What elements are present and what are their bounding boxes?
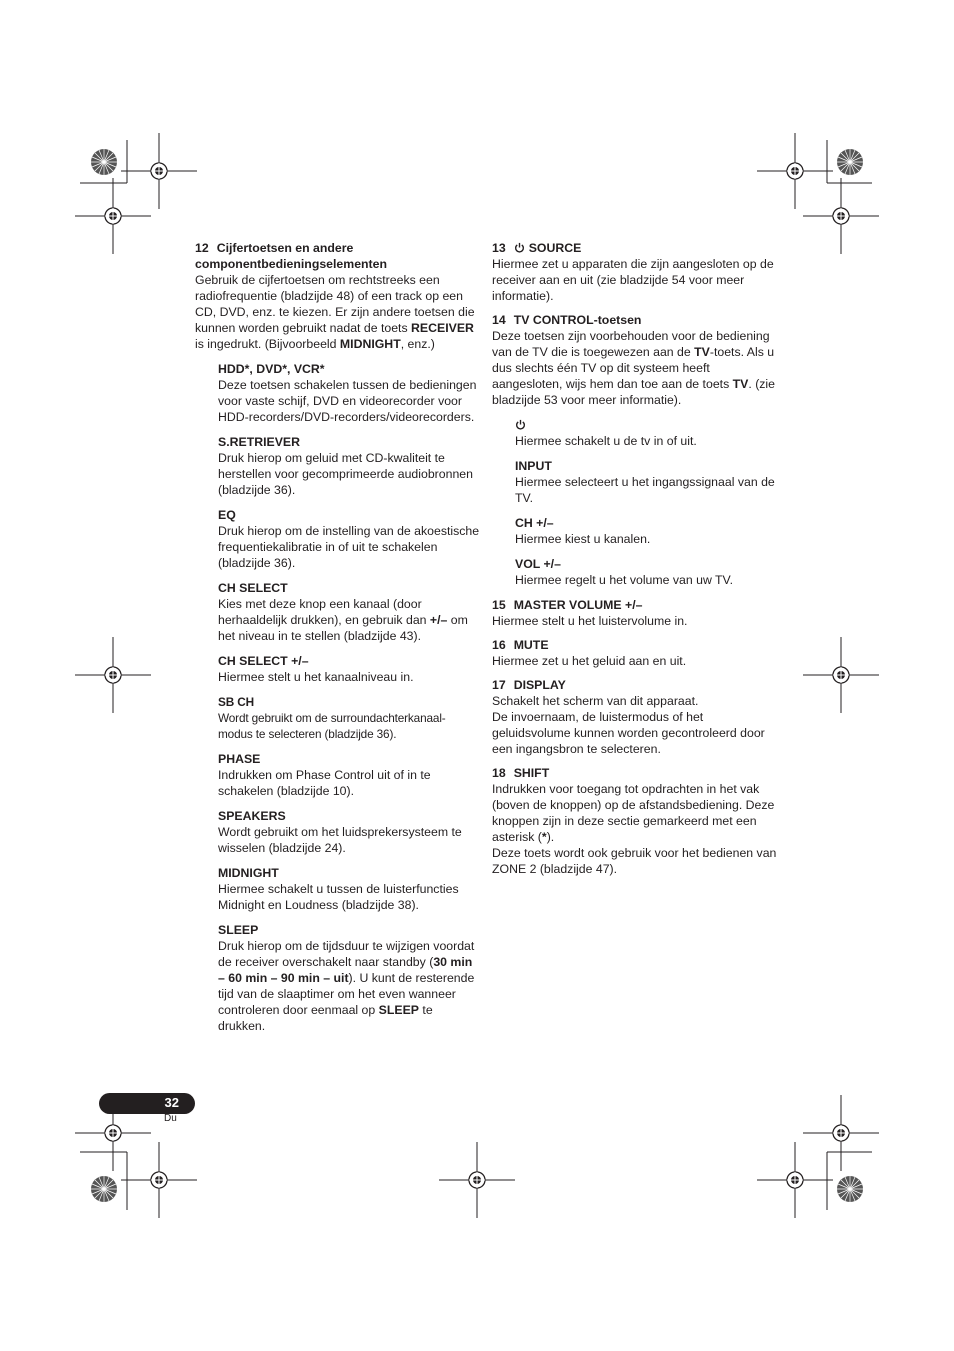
text: ). U kunt de resterende tijd van de slaaptimer om het even wanneer controleren door eenmaal op <box>218 971 475 1017</box>
sub-text: Deze toetsen schakelen tussen de bedieningen voor vaste schijf, DVD en videorecorder voor HDD-recorders/DVD-recorders/videorecorders. <box>218 378 477 424</box>
left-column <box>195 240 480 1034</box>
sub-text: Hiermee schakelt u de tv in of uit. <box>515 434 697 448</box>
section-text: Schakelt het scherm van dit apparaat. <box>492 694 699 708</box>
section-13 <box>492 240 777 304</box>
sub-speakers <box>218 808 480 856</box>
section-14 <box>492 312 777 408</box>
sub-text: Wordt gebruikt om het luidsprekersysteem te wisselen (bladzijde 24). <box>218 825 462 855</box>
text: Gebruik de cijfertoetsen om rechtstreeks een radiofrequentie (bladzijde 48) of een track op een CD, DVD, enz. te kiezen. Er zijn andere toetsen die kunnen worden gebruikt nadat de toets <box>195 273 475 335</box>
section-title-line2: componentbedieningselementen <box>195 257 387 271</box>
section-number: 13 <box>492 241 506 255</box>
sub-chselect <box>218 580 480 644</box>
section-text: Hiermee zet u het geluid aan en uit. <box>492 654 687 668</box>
bold-text: TV <box>694 345 710 359</box>
sub-text: Wordt gebruikt om de surroundachterkanaal-modus te selecteren (bladzijde 36). <box>218 711 446 741</box>
section-17 <box>492 677 777 757</box>
sub-heading: INPUT <box>515 459 552 473</box>
sub-heading: SLEEP <box>218 923 259 937</box>
section-18-heading <box>492 765 777 781</box>
sub-text: Druk hierop om de instelling van de akoestische frequentiekalibratie in of uit te schakelen (bladzijde 36). <box>218 524 480 570</box>
section-title: Cijfertoetsen en andere <box>216 241 354 255</box>
section-text: Hiermee stelt u het luistervolume in. <box>492 614 688 628</box>
section-title: SOURCE <box>528 241 582 255</box>
sub-text <box>218 938 480 1034</box>
text: ). <box>546 830 555 844</box>
sub-text: Hiermee regelt u het volume van uw TV. <box>515 573 734 587</box>
sub-heading: HDD*, DVD*, VCR* <box>218 362 325 376</box>
sub-text: Hiermee schakelt u tussen de luisterfuncties Midnight en Loudness (bladzijde 38). <box>218 882 459 912</box>
sub-chselectpm <box>218 653 480 685</box>
sub-heading: SB CH <box>218 695 254 709</box>
section-18 <box>492 765 777 877</box>
section-text: Hiermee zet u apparaten die zijn aangesloten op de receiver aan en uit (zie bladzijde 54 voor meer informatie). <box>492 257 774 303</box>
sub-heading: EQ <box>218 508 236 522</box>
text: is ingedrukt. (Bijvoorbeeld <box>195 337 340 351</box>
bold-text: SLEEP <box>378 1003 419 1017</box>
sub-midnight <box>218 865 480 913</box>
sub-phase <box>218 751 480 799</box>
bold-text: MIDNIGHT <box>339 337 401 351</box>
sub-eq <box>218 507 480 571</box>
sub-sleep <box>218 922 480 1034</box>
sub-heading: PHASE <box>218 752 261 766</box>
section-16 <box>492 637 777 669</box>
sub-tv-power <box>515 417 777 449</box>
sub-heading: S.RETRIEVER <box>218 435 300 449</box>
section-number: 18 <box>492 766 506 780</box>
sub-heading: CH SELECT <box>218 581 288 595</box>
sub-sbch <box>218 694 480 742</box>
bold-text: +/– <box>429 613 448 627</box>
sub-vol <box>515 556 777 588</box>
text: -toets. Als u dus slechts één TV op dit systeem heeft aangesloten, wijs hem dan toe aan de toets <box>492 345 775 391</box>
section-17-heading <box>492 677 777 693</box>
sub-input <box>515 458 777 506</box>
section-12-text <box>195 272 480 352</box>
section-text: Deze toets wordt ook gebruik voor het bedienen van ZONE 2 (bladzijde 47). <box>492 846 777 876</box>
section-number: 15 <box>492 598 506 612</box>
section-number: 17 <box>492 678 506 692</box>
sub-sretriever <box>218 434 480 498</box>
section-12 <box>195 240 480 352</box>
text: om het niveau in te stellen (bladzijde 43). <box>218 613 468 643</box>
text: Kies met deze knop een kanaal (door herhaaldelijk drukken), en gebruik dan <box>218 597 430 627</box>
section-title: TV CONTROL-toetsen <box>513 313 642 327</box>
sub-text: Hiermee selecteert u het ingangssignaal van de TV. <box>515 475 775 505</box>
text: , enz.) <box>400 337 435 351</box>
sub-heading <box>515 417 777 433</box>
sub-heading: MIDNIGHT <box>218 866 279 880</box>
section-16-heading <box>492 637 777 653</box>
section-15-heading <box>492 597 777 613</box>
sub-text: Hiermee kiest u kanalen. <box>515 532 651 546</box>
section-15 <box>492 597 777 629</box>
section-number: 16 <box>492 638 506 652</box>
sub-text: Druk hierop om geluid met CD-kwaliteit te herstellen voor gecomprimeerde audiobronnen (bladzijde 36). <box>218 451 473 497</box>
sub-text: Indrukken om Phase Control uit of in te schakelen (bladzijde 10). <box>218 768 431 798</box>
right-column <box>492 240 777 885</box>
text: Druk hierop om de tijdsduur te wijzigen voordat de receiver overschakelt naar standby ( <box>218 939 475 969</box>
sub-heading: CH SELECT +/– <box>218 654 309 668</box>
bold-text: * <box>541 830 547 844</box>
section-number: 12 <box>195 241 209 255</box>
sub-hdd <box>218 361 480 425</box>
section-text <box>492 781 777 845</box>
page-number-badge <box>99 1093 195 1114</box>
text: te drukken. <box>218 1003 433 1033</box>
section-title: MUTE <box>513 638 549 652</box>
section-title: DISPLAY <box>513 678 566 692</box>
section-title: MASTER VOLUME +/– <box>513 598 643 612</box>
section-14-heading <box>492 312 777 328</box>
page-language: Du <box>164 1113 177 1124</box>
section-12-heading <box>195 240 480 272</box>
sub-heading: CH +/– <box>515 516 554 530</box>
section-text <box>492 328 777 408</box>
sub-text: Hiermee stelt u het kanaalniveau in. <box>218 670 414 684</box>
section-title: SHIFT <box>513 766 550 780</box>
bold-text: RECEIVER <box>411 321 474 335</box>
text: . (zie bladzijde 53 voor meer informatie). <box>492 377 776 407</box>
section-13-heading <box>492 240 777 256</box>
bold-text: 30 min – 60 min – 90 min – uit <box>218 955 473 985</box>
sub-heading: VOL +/– <box>515 557 561 571</box>
power-icon <box>515 419 526 430</box>
section-text: De invoernaam, de luistermodus of het geluidsvolume kunnen worden gecontroleerd door een ingangsbron te selecteren. <box>492 710 765 756</box>
bold-text: TV <box>732 377 749 391</box>
section-number: 14 <box>492 313 506 327</box>
sub-ch <box>515 515 777 547</box>
page-number: 32 <box>164 1095 179 1110</box>
sub-text <box>218 596 480 644</box>
text: Indrukken voor toegang tot opdrachten in het vak (boven de knoppen) op de afstandsbediening. Deze knoppen zijn in deze sectie gemarkeerd met een asterisk ( <box>492 782 775 844</box>
sub-heading: SPEAKERS <box>218 809 286 823</box>
text: Deze toetsen zijn voorbehouden voor de bediening van de TV die is toegewezen aan de <box>492 329 770 359</box>
power-icon <box>514 242 525 253</box>
